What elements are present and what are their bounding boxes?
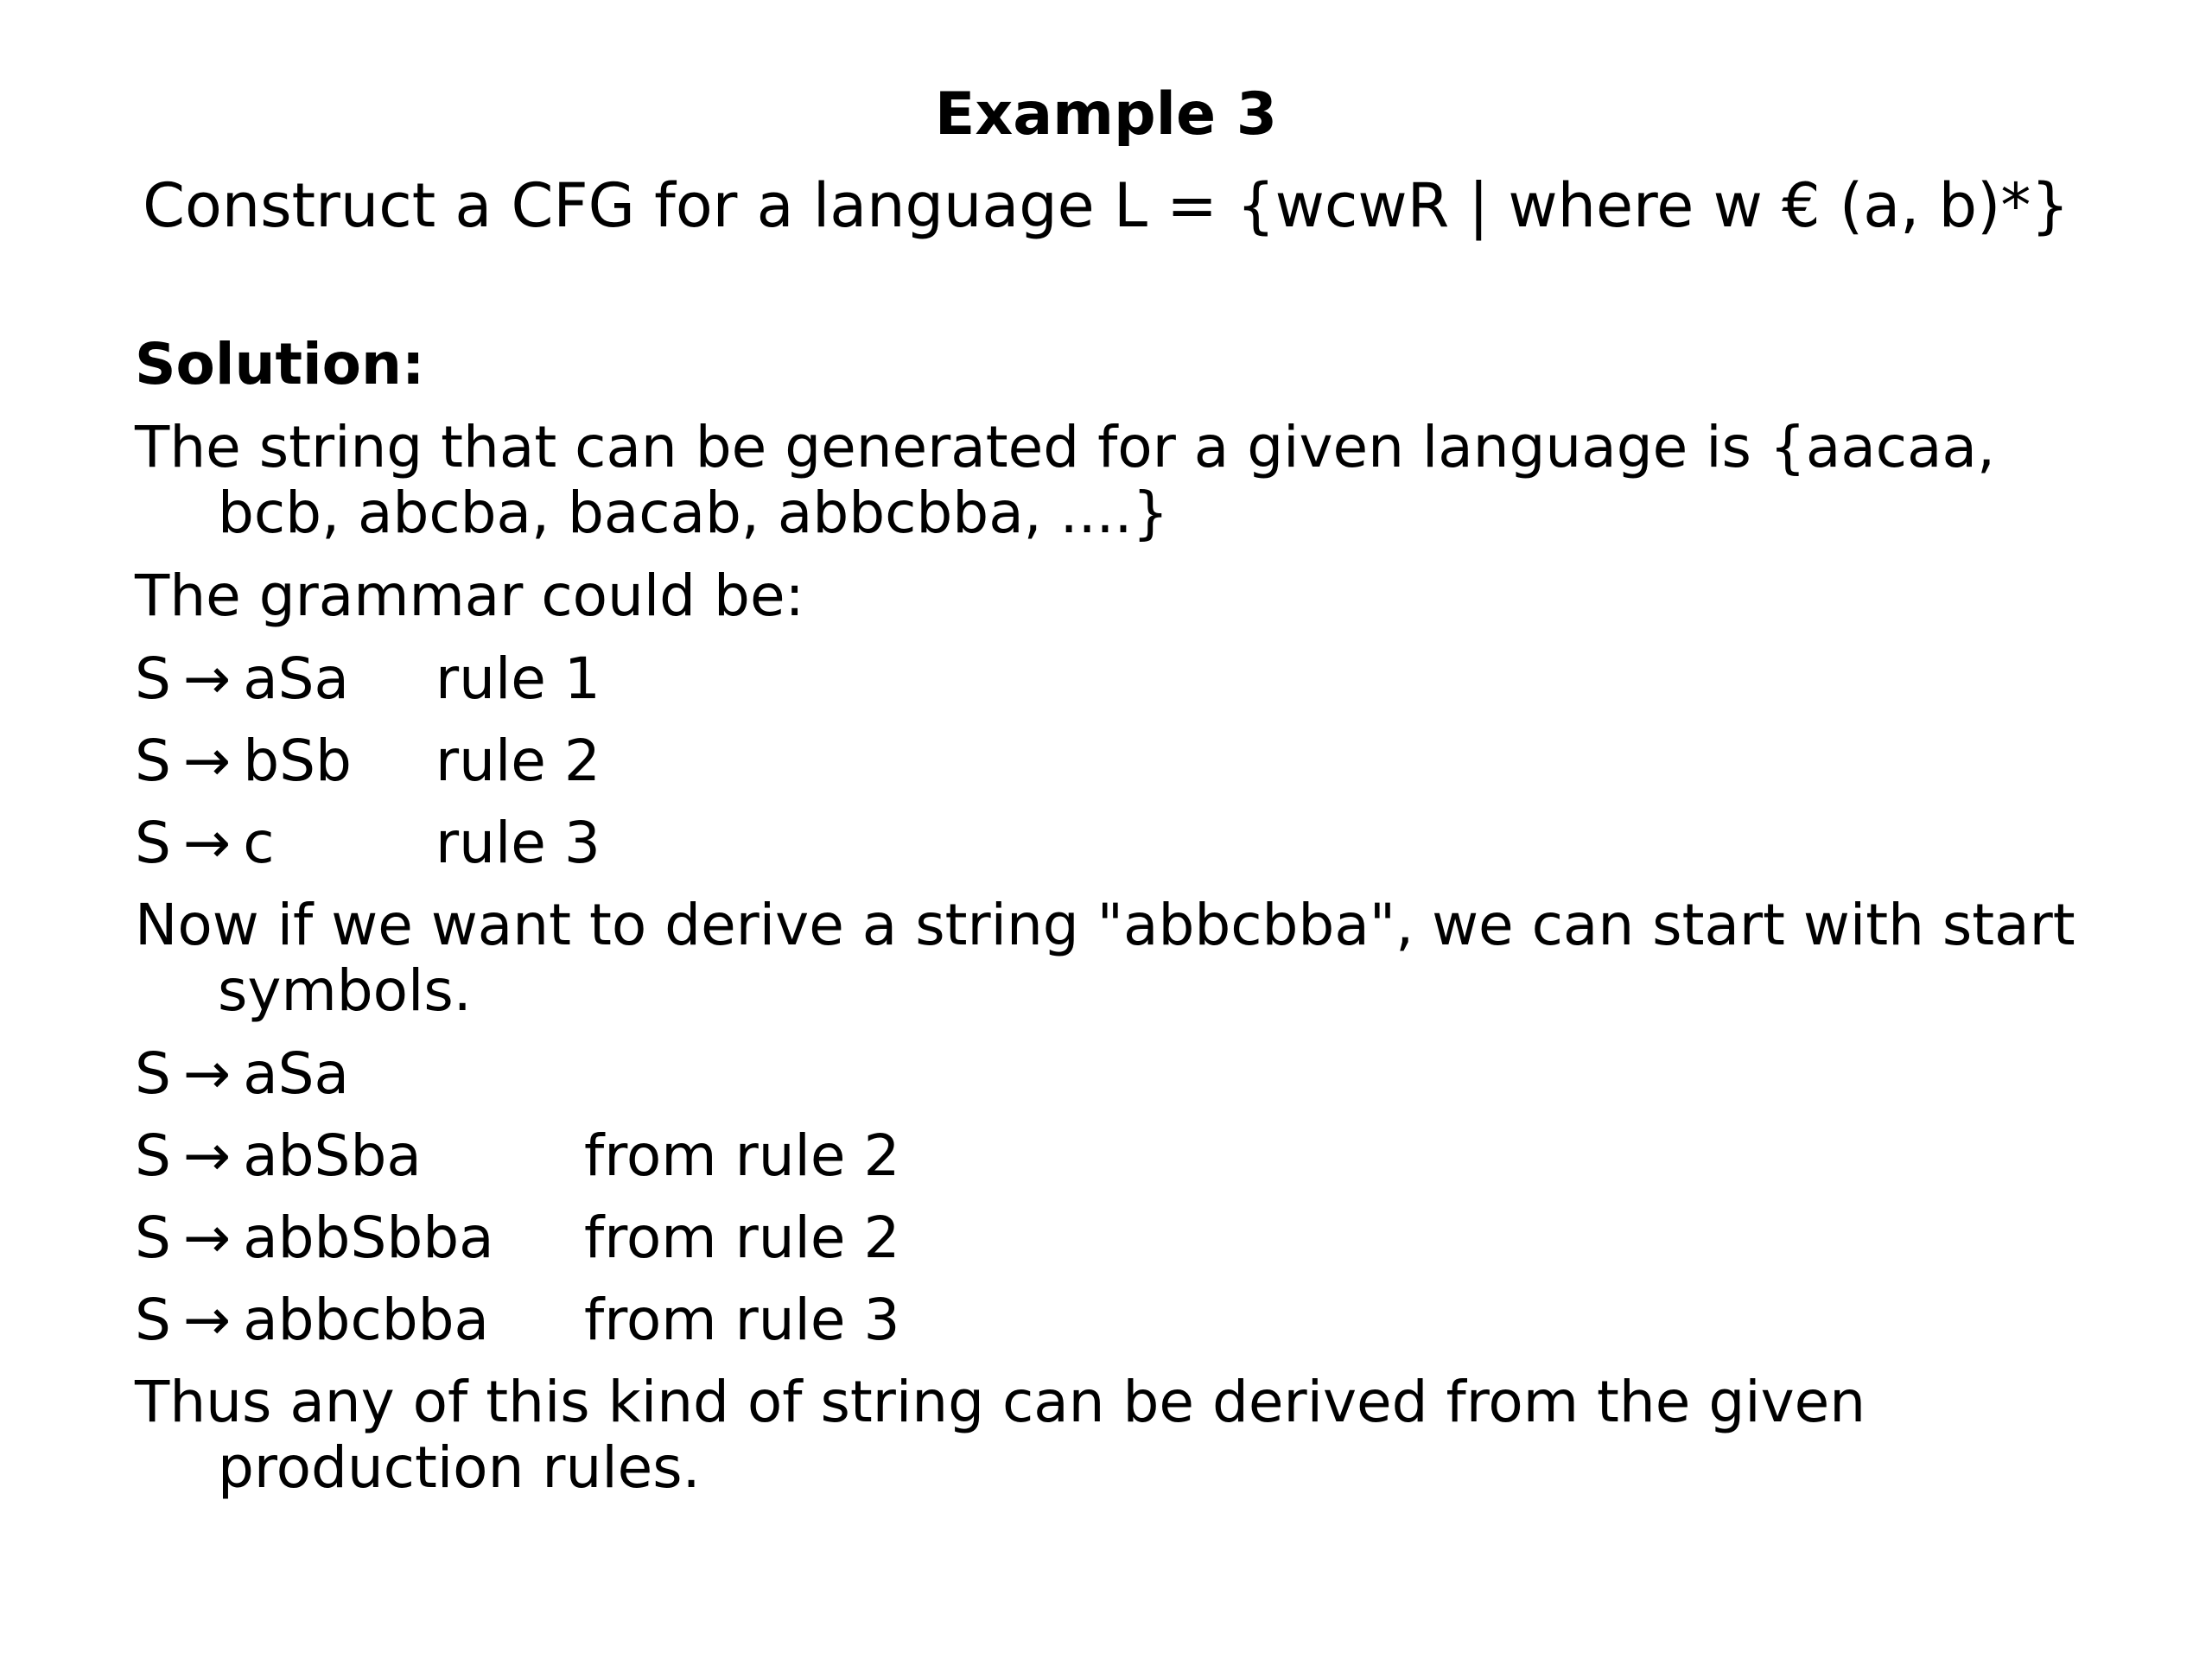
rule-production: S → bSb [135,728,352,794]
step-production: S → abSba [135,1122,422,1189]
grammar-rule [135,728,2088,794]
slide-body [135,332,2088,1518]
arrow-icon: → [182,1122,232,1189]
arrow-icon: → [182,1287,232,1353]
arrow-icon: → [182,1205,232,1271]
slide-subtitle: Construct a CFG for a language L = {wcwR | where w € (a, b)*} [143,170,2069,241]
step-note: from rule 2 [584,1205,900,1271]
derivation-step [135,1205,2088,1271]
step-note: from rule 2 [584,1122,900,1189]
derivation-step [135,1287,2088,1353]
strings-paragraph: The string that can be generated for a given language is {aacaa, bcb, abcba, bacab, abbcbba, ....} [135,414,1995,546]
derive-paragraph: Now if we want to derive a string "abbcbba", we can start with start symbols. [135,892,2075,1024]
step-note: from rule 3 [584,1287,900,1353]
step-production: S → abbSbba [135,1205,494,1271]
step-production: S → abbcbba [135,1287,489,1353]
arrow-icon: → [182,810,232,876]
derivation-step [135,1123,2088,1189]
conclusion-paragraph: Thus any of this kind of string can be derived from the given production rules. [135,1369,1866,1501]
slide-title: Example 3 [934,80,1278,149]
rule-note: rule 1 [435,645,601,712]
rule-production: S → c [135,810,275,876]
arrow-icon: → [182,645,232,712]
rule-note: rule 3 [435,810,601,876]
rule-note: rule 2 [435,728,601,794]
derivation-step [135,1041,2088,1107]
grammar-rule [135,810,2088,876]
solution-heading: Solution: [135,331,425,397]
arrow-icon: → [182,1040,232,1107]
grammar-paragraph: The grammar could be: [135,563,804,629]
rule-production: S → aSa [135,645,350,712]
step-production: S → aSa [135,1040,350,1107]
grammar-rule [135,646,2088,712]
arrow-icon: → [182,728,232,794]
